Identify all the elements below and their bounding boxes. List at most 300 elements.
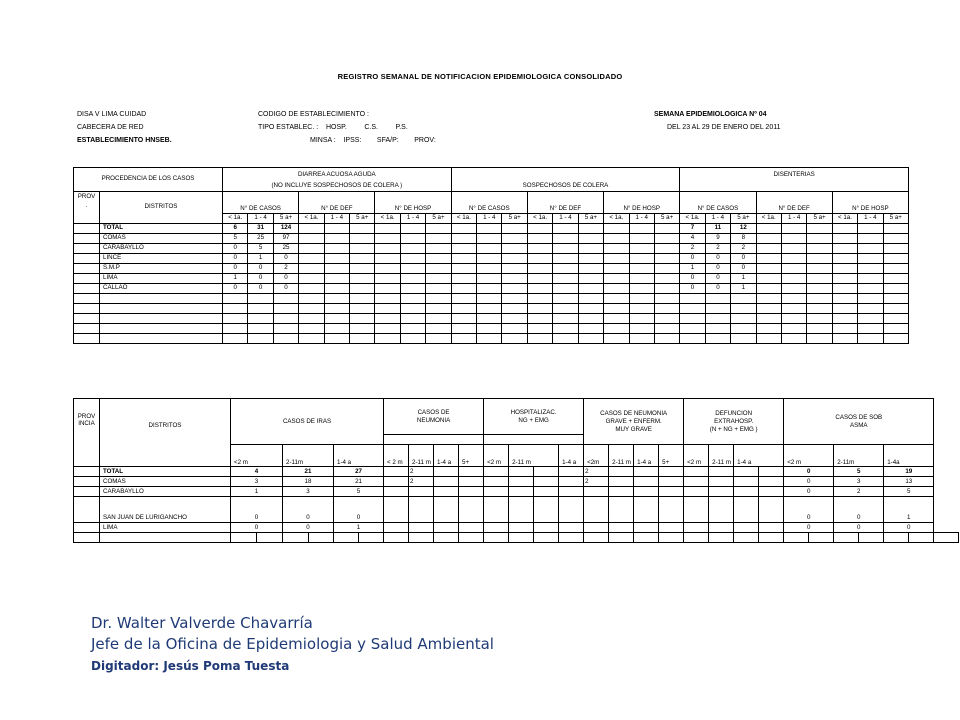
fecha-label: DEL 23 AL 29 DE ENERO DEL 2011 [667,124,781,131]
empty-cell [883,313,908,323]
disenteria-casos-cell: 0 [705,263,730,273]
empty-cell [223,313,248,323]
empty-cell [756,263,781,273]
empty-cell [375,333,400,343]
empty-cell [759,477,784,487]
disenterias-header: DISENTERIAS [680,168,909,182]
empty-cell [502,243,527,253]
empty-cell [629,273,654,283]
empty-cell [884,533,909,543]
empty-cell [527,303,552,313]
empty-cell [434,467,459,477]
empty-cell [680,303,705,313]
disenteria-hosp-header: N° DE HOSP [832,191,908,213]
colera-hosp-header: N° DE HOSP [604,191,680,213]
empty-cell [559,487,584,497]
iras-cell: 27 [334,467,384,477]
empty-cell [756,273,781,283]
disenteria-casos-cell: 2 [705,243,730,253]
disenteria-casos-cell: 9 [705,233,730,243]
empty-cell [584,533,609,543]
empty-cell [426,263,451,273]
empty-cell [350,323,375,333]
prov-cell [74,523,100,533]
empty-cell [400,313,425,323]
table-row [74,467,959,477]
empty-cell [299,323,324,333]
empty-cell [604,333,629,343]
empty-cell [100,303,223,313]
empty-cell [477,263,502,273]
hosp-blank [484,435,584,445]
sob-cell: 13 [884,477,934,487]
empty-cell [756,223,781,233]
empty-cell [299,263,324,273]
sob-cell: 0 [784,497,834,523]
empty-cell [459,533,484,543]
empty-cell [781,273,806,283]
empty-cell [807,313,832,323]
empty-cell [559,533,584,543]
empty-cell [553,283,578,293]
empty-cell [451,303,476,313]
age-group-header: < 1a. [832,213,857,223]
cabecera-label: CABECERA DE RED [77,124,144,131]
empty-cell [350,233,375,243]
empty-cell [74,303,100,313]
age-group-header: 5 a+ [654,213,679,223]
empty-cell [781,243,806,253]
empty-cell [553,253,578,263]
iras-cell: 0 [334,497,384,523]
empty-cell [883,243,908,253]
empty-cell [426,293,451,303]
empty-cell [484,497,509,523]
age-group-header: 5 a+ [883,213,908,223]
disenteria-casos-cell: 7 [680,223,705,233]
empty-cell [299,223,324,233]
empty-cell [734,533,759,543]
empty-cell [832,253,857,263]
table-row [74,523,959,533]
diarrea-casos-cell: 5 [248,243,273,253]
empty-cell [629,223,654,233]
empty-cell [527,283,552,293]
prov-cell [74,477,100,487]
iras-header: CASOS DE IRAS [231,399,384,445]
empty-cell [426,233,451,243]
disenteria-casos-cell: 12 [731,223,756,233]
empty-cell [384,487,409,497]
empty-cell [759,533,784,543]
empty-cell [400,233,425,243]
empty-cell [659,533,684,543]
empty-cell [459,467,484,477]
district-name: CALLAO [100,283,223,293]
age-group-header: 1 - 4 [629,213,654,223]
empty-cell [834,533,859,543]
empty-cell [426,223,451,233]
age-group-header: < 1a. [451,213,476,223]
prov-incia-header: PROV INCIA [74,399,100,467]
empty-cell [832,293,857,303]
empty-cell [324,233,349,243]
empty-cell [807,233,832,243]
minsa-label: MINSA : IPSS: SFA/P: PROV: [310,137,436,144]
empty-cell [578,323,603,333]
disenteria-casos-cell: 0 [731,263,756,273]
empty-cell [709,487,734,497]
disenteria-casos-cell: 0 [705,273,730,283]
empty-cell [299,233,324,243]
empty-cell [350,333,375,343]
empty-cell [502,323,527,333]
empty-cell [654,223,679,233]
empty-cell [375,293,400,303]
age-group-header: < 1a. [527,213,552,223]
neumonia-grave-cell [584,487,609,497]
empty-cell [553,243,578,253]
age-group-header: 1 - 4 [705,213,730,223]
diarrea-casos-cell: 0 [223,263,248,273]
iras-cell: 3 [231,477,283,487]
empty-cell [509,467,534,477]
diarrea-casos-cell: 0 [223,243,248,253]
empty-cell [604,263,629,273]
empty-cell [484,467,509,477]
iras-cell: 3 [283,487,334,497]
empty-cell [324,223,349,233]
empty-cell [634,497,659,523]
empty-cell [451,283,476,293]
empty-cell [604,283,629,293]
sob-cell: 0 [784,477,834,487]
empty-cell [477,243,502,253]
empty-cell [384,497,409,523]
codigo-label: CODIGO DE ESTABLECIMIENTO : [258,111,369,118]
iras-table [73,398,959,543]
district-name: COMAS [100,477,231,487]
age-group-header: 1 - 4 [324,213,349,223]
diarrea-casos-cell: 0 [248,283,273,293]
empty-cell [684,477,709,487]
empty-cell [223,323,248,333]
diarrea-casos-cell: 25 [248,233,273,243]
empty-cell [350,273,375,283]
empty-cell [629,283,654,293]
empty-cell [759,487,784,497]
empty-cell [426,243,451,253]
empty-cell [807,293,832,303]
empty-cell [74,293,100,303]
age-subheader: 1-4 a [334,445,384,467]
empty-cell [534,533,559,543]
empty-cell [248,313,273,323]
age-group-header: < 1a. [299,213,324,223]
empty-cell [299,243,324,253]
prov-cell [74,497,100,523]
disenteria-casos-header: N° DE CASOS [680,191,756,213]
empty-cell [680,323,705,333]
empty-cell [100,323,223,333]
empty-cell [832,243,857,253]
empty-cell [858,283,883,293]
empty-cell [74,323,100,333]
empty-cell [100,333,223,343]
disenteria-casos-cell: 2 [731,243,756,253]
disenteria-def-header: N° DE DEF [756,191,832,213]
disenteria-casos-cell: 2 [680,243,705,253]
empty-cell [858,273,883,283]
empty-cell [400,273,425,283]
age-group-header: < 1a. [756,213,781,223]
empty-cell [578,293,603,303]
empty-cell [781,283,806,293]
empty-cell [534,497,559,523]
sob-cell: 2 [834,487,884,497]
empty-cell [654,333,679,343]
empty-cell [809,533,834,543]
neumonia-grave-cell: 2 [584,467,609,477]
neumonia-grave-cell: 2 [584,477,609,487]
empty-cell [477,283,502,293]
empty-cell [74,313,100,323]
empty-cell [734,487,759,497]
empty-cell [604,243,629,253]
empty-cell [705,333,730,343]
empty-cell [756,253,781,263]
empty-cell [324,263,349,273]
empty-cell [502,293,527,303]
empty-cell [756,293,781,303]
iras-cell: 0 [283,497,334,523]
neumonia-header: CASOS DE NEUMONIA [384,399,484,435]
empty-cell [324,313,349,323]
sob-header: CASOS DE SOB ASMA [784,399,934,445]
diarrea-header: DIARREA ACUOSA AGUDA [223,168,452,182]
empty-cell [502,333,527,343]
empty-cell [324,273,349,283]
empty-cell [273,293,298,303]
sob-cell: 0 [784,523,834,533]
empty-cell [553,263,578,273]
empty-cell [731,293,756,303]
empty-cell [553,273,578,283]
empty-cell [299,333,324,343]
empty-cell [273,323,298,333]
empty-cell [257,533,283,543]
colera-def-header: N° DE DEF [527,191,603,213]
diarrea-casos-cell: 2 [273,263,298,273]
district-name: CARABAYLLO [100,243,223,253]
neumonia-grave-cell [584,523,609,533]
empty-row [74,313,909,323]
empty-cell [426,323,451,333]
empty-cell [553,333,578,343]
empty-cell [883,283,908,293]
empty-cell [502,263,527,273]
empty-cell [731,323,756,333]
empty-cell [807,323,832,333]
empty-cell [299,293,324,303]
empty-cell [781,303,806,313]
age-subheader: <2m [584,445,609,467]
age-subheader: <2 m [684,445,709,467]
empty-cell [527,263,552,273]
prov-header: PROV . [74,191,100,223]
empty-cell [781,293,806,303]
age-group-header: 5 a+ [578,213,603,223]
empty-cell [527,333,552,343]
prov-cell [74,243,100,253]
empty-cell [400,263,425,273]
empty-cell [659,497,684,523]
empty-cell [553,313,578,323]
empty-cell [781,233,806,243]
prov-cell [74,283,100,293]
empty-cell [509,523,534,533]
neumonia-grave-header: CASOS DE NEUMONIA GRAVE + ENFERM. MUY GRAVE [584,399,684,445]
empty-cell [909,533,934,543]
empty-cell [883,323,908,333]
empty-cell [451,253,476,263]
table-row [74,273,909,283]
table-row [74,487,959,497]
empty-cell [578,283,603,293]
diarrea-casos-cell: 124 [273,223,298,233]
empty-cell [883,253,908,263]
empty-row [74,533,959,543]
diarrea-table [73,167,909,344]
prov-cell [74,487,100,497]
empty-cell [883,263,908,273]
empty-cell [654,243,679,253]
empty-cell [223,293,248,303]
empty-cell [309,533,334,543]
district-name: SAN JUAN DE LURIGANCHO [100,497,231,523]
distritos-header: DISTRITOS [100,191,223,223]
empty-cell [502,273,527,283]
empty-cell [883,273,908,283]
diarrea-casos-cell: 0 [273,283,298,293]
empty-cell [434,533,459,543]
empty-cell [832,263,857,273]
empty-cell [781,253,806,263]
table-row [74,233,909,243]
age-group-header: 5 a+ [273,213,298,223]
empty-cell [248,323,273,333]
empty-cell [858,333,883,343]
empty-cell [400,303,425,313]
hospitalizac-header: HOSPITALIZAC. NG + EMG [484,399,584,435]
disenteria-casos-cell: 0 [680,283,705,293]
empty-cell [659,523,684,533]
neumonia-cell [409,487,434,497]
empty-cell [709,467,734,477]
empty-cell [231,533,257,543]
empty-cell [684,487,709,497]
empty-cell [459,477,484,487]
empty-cell [527,323,552,333]
empty-cell [359,533,384,543]
defuncion-header: DEFUNCION EXTRAHOSP. (N + NG + EMG ) [684,399,784,445]
diarrea-casos-header: N° DE CASOS [223,191,299,213]
empty-cell [934,533,959,543]
empty-cell [324,333,349,343]
empty-cell [477,233,502,243]
empty-cell [459,497,484,523]
sob-cell: 1 [884,497,934,523]
empty-cell [534,477,559,487]
empty-cell [375,263,400,273]
disenteria-casos-cell: 0 [680,253,705,263]
empty-cell [604,253,629,263]
empty-cell [477,253,502,263]
empty-cell [324,323,349,333]
empty-cell [426,273,451,283]
colera-header: SOSPECHOSOS DE COLERA [451,182,680,192]
iras-cell: 21 [334,477,384,487]
disenteria-casos-cell: 1 [731,273,756,283]
empty-cell [384,467,409,477]
empty-cell [324,283,349,293]
empty-cell [400,223,425,233]
diarrea-casos-cell: 1 [248,253,273,263]
establecimiento-label: ESTABLECIMIENTO HNSEB. [77,137,172,144]
iras-cell: 21 [283,467,334,477]
empty-cell [883,333,908,343]
empty-cell [299,253,324,263]
empty-cell [807,223,832,233]
empty-cell [484,523,509,533]
empty-cell [375,233,400,243]
empty-cell [400,243,425,253]
empty-cell [484,477,509,487]
empty-cell [684,497,709,523]
empty-cell [100,313,223,323]
empty-cell [807,253,832,263]
empty-cell [477,323,502,333]
prov-cell [74,263,100,273]
empty-cell [784,533,809,543]
empty-cell [324,253,349,263]
empty-cell [400,283,425,293]
empty-cell [659,477,684,487]
empty-cell [654,313,679,323]
district-name: TOTAL [100,467,231,477]
empty-cell [375,303,400,313]
age-subheader: 2-11 m [409,445,434,467]
disenteria-casos-cell: 0 [680,273,705,283]
empty-cell [299,283,324,293]
empty-cell [527,223,552,233]
empty-cell [832,273,857,283]
empty-cell [578,223,603,233]
empty-cell [883,223,908,233]
empty-cell [434,497,459,523]
disenteria-casos-cell: 8 [731,233,756,243]
empty-cell [858,263,883,273]
empty-cell [299,303,324,313]
empty-cell [502,233,527,243]
age-group-header: 1 - 4 [477,213,502,223]
empty-cell [609,523,634,533]
disenteria-casos-cell: 1 [731,283,756,293]
diarrea-hosp-header: N° DE HOSP [375,191,451,213]
iras-cell: 5 [334,487,384,497]
empty-cell [451,323,476,333]
empty-cell [375,323,400,333]
